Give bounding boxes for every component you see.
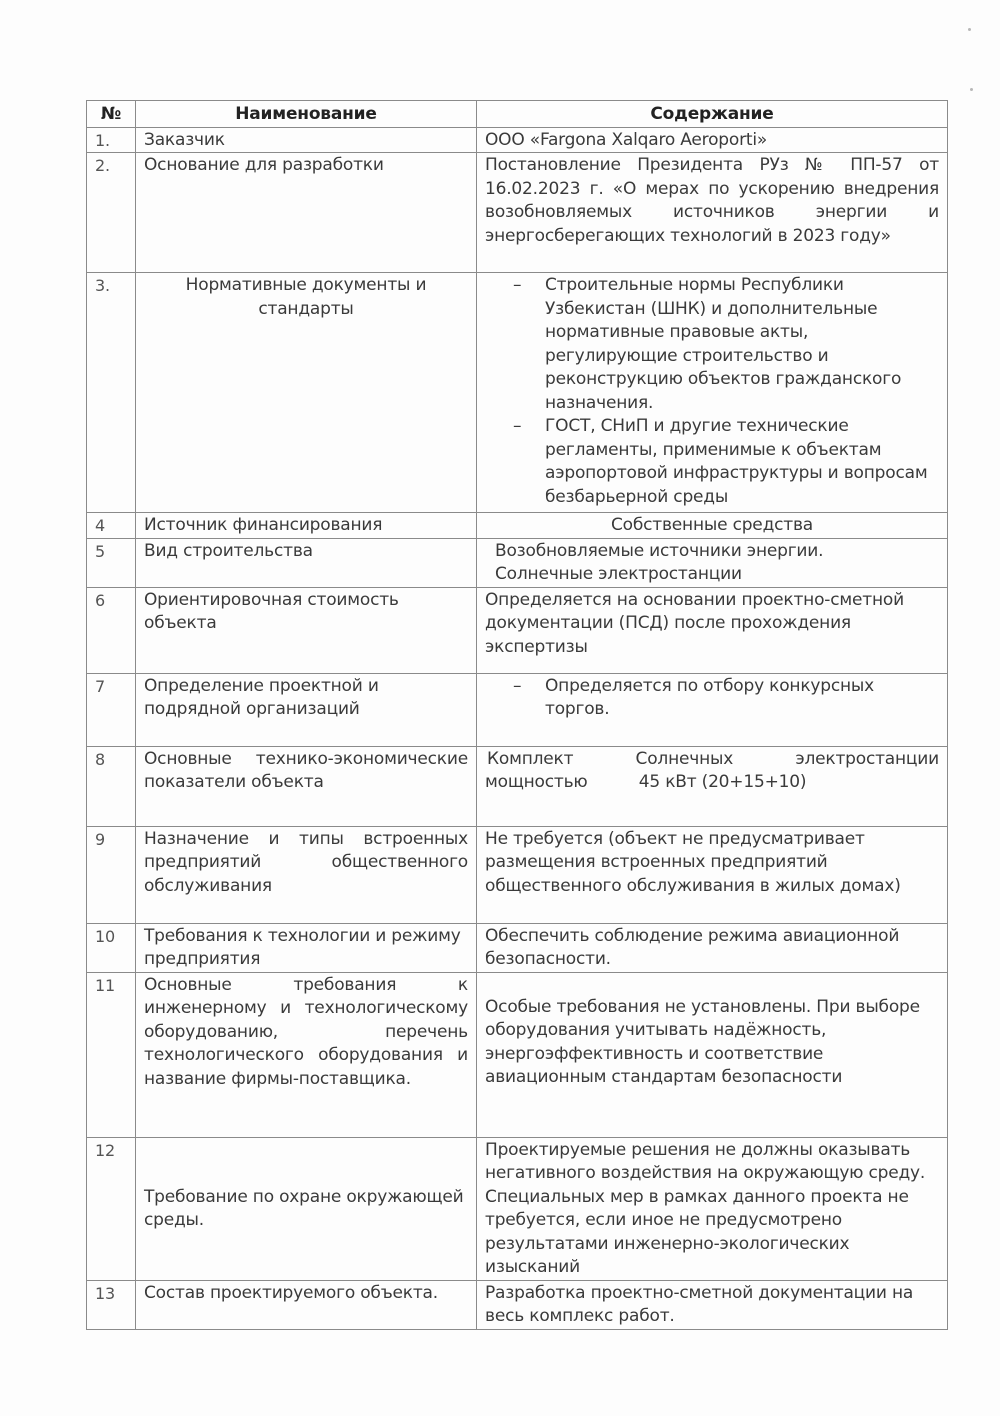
table-row xyxy=(87,127,948,153)
row-content-text: Особые требования не установлены. При выборе оборудования учитывать надёжность, энергоэффективность и соответствие авиационным стандартам безопасности xyxy=(485,996,920,1087)
power-value: 45 кВт (20+15+10) xyxy=(638,772,807,792)
content-line: Солнечные электростанции xyxy=(495,564,742,584)
row-num: 7 xyxy=(87,673,136,746)
table-row xyxy=(87,746,948,826)
row-num: 4 xyxy=(87,513,136,539)
row-name xyxy=(136,1137,477,1280)
row-num: 8 xyxy=(87,746,136,826)
row-name: Требования к технологии и режиму предприятия xyxy=(136,923,477,972)
row-content xyxy=(477,673,948,746)
row-name: Основание для разработки xyxy=(136,153,477,273)
row-name: Ориентировочная стоимость объекта xyxy=(136,587,477,673)
row-num: 2. xyxy=(87,153,136,273)
table-row xyxy=(87,826,948,923)
row-content xyxy=(477,746,948,826)
scan-speck xyxy=(968,28,971,31)
row-name: Назначение и типы встроенных предприятий общественного обслуживания xyxy=(136,826,477,923)
content-line: Комплект Солнечных электростанции xyxy=(487,748,939,769)
header-content: Содержание xyxy=(477,101,948,128)
table-row xyxy=(87,972,948,1137)
list-item: – Определяется по отбору конкурсных торгов. xyxy=(485,675,939,722)
content-label: мощностью xyxy=(485,772,588,792)
row-content xyxy=(477,972,948,1137)
table-row xyxy=(87,1137,948,1280)
content-line xyxy=(485,771,939,795)
row-content xyxy=(477,538,948,587)
row-name xyxy=(136,972,477,1137)
content-list xyxy=(485,274,939,509)
row-num: 13 xyxy=(87,1280,136,1329)
row-name: Заказчик xyxy=(136,127,477,153)
row-content: ООО «Fargona Xalqaro Aeroporti» xyxy=(477,127,948,153)
table-row xyxy=(87,153,948,273)
row-num: 9 xyxy=(87,826,136,923)
header-num: № xyxy=(87,101,136,128)
row-num: 6 xyxy=(87,587,136,673)
row-name: Определение проектной и подрядной организаций xyxy=(136,673,477,746)
row-content: Не требуется (объект не предусматривает размещения встроенных предприятий общественного обслуживания в жилых домах) xyxy=(477,826,948,923)
header-name: Наименование xyxy=(136,101,477,128)
row-name-text: Требование по охране окружающей среды. xyxy=(144,1186,464,1230)
table-row xyxy=(87,1280,948,1329)
table-row xyxy=(87,273,948,513)
row-content: Постановление Президента РУз № ПП-57 от 16.02.2023 г. «О мерах по ускорению внедрения возобновляемых источников энергии и энергосберегающих технологий в 2023 году» xyxy=(477,153,948,273)
table-header-row xyxy=(87,101,948,128)
table-row xyxy=(87,513,948,539)
row-name: Вид строительства xyxy=(136,538,477,587)
content-line: Возобновляемые источники энергии. xyxy=(495,540,824,561)
row-num: 10 xyxy=(87,923,136,972)
row-num: 1. xyxy=(87,127,136,153)
row-num: 11 xyxy=(87,972,136,1137)
table-row xyxy=(87,673,948,746)
row-content xyxy=(477,273,948,513)
table-row xyxy=(87,538,948,587)
row-num: 3. xyxy=(87,273,136,513)
row-name: Состав проектируемого объекта. xyxy=(136,1280,477,1329)
row-content: Определяется на основании проектно-сметной документации (ПСД) после прохождения экспертизы xyxy=(477,587,948,673)
row-name xyxy=(136,273,477,513)
list-item: – Строительные нормы Республики Узбекистан (ШНК) и дополнительные нормативные правовые акты, регулирующие строительство и реконструкцию объектов гражданского назначения. xyxy=(485,274,939,415)
list-item: – ГОСТ, СНиП и другие технические регламенты, применимые к объектам аэропортовой инфраструктуры и вопросам безбарьерной среды xyxy=(485,415,939,509)
specification-table xyxy=(86,100,948,1330)
row-name: Основные технико-экономические показатели объекта xyxy=(136,746,477,826)
table-row xyxy=(87,587,948,673)
scan-speck xyxy=(970,88,973,91)
content-list xyxy=(485,675,939,722)
row-content: Собственные средства xyxy=(477,513,948,539)
row-num: 12 xyxy=(87,1137,136,1280)
row-content: Проектируемые решения не должны оказывать негативного воздействия на окружающую среду. Специальных мер в рамках данного проекта не требуется, если иное не предусмотрено результатами инженерно-экологических изысканий xyxy=(477,1137,948,1280)
row-name-text: Основные требования к инженерному и технологическому оборудованию, перечень технологического оборудования и название фирмы-поставщика. xyxy=(144,974,468,1089)
row-content: Обеспечить соблюдение режима авиационной безопасности. xyxy=(477,923,948,972)
row-num: 5 xyxy=(87,538,136,587)
table-row xyxy=(87,923,948,972)
row-content: Разработка проектно-сметной документации на весь комплекс работ. xyxy=(477,1280,948,1329)
row-name-text: Нормативные документы и стандарты xyxy=(185,275,427,319)
row-name: Источник финансирования xyxy=(136,513,477,539)
